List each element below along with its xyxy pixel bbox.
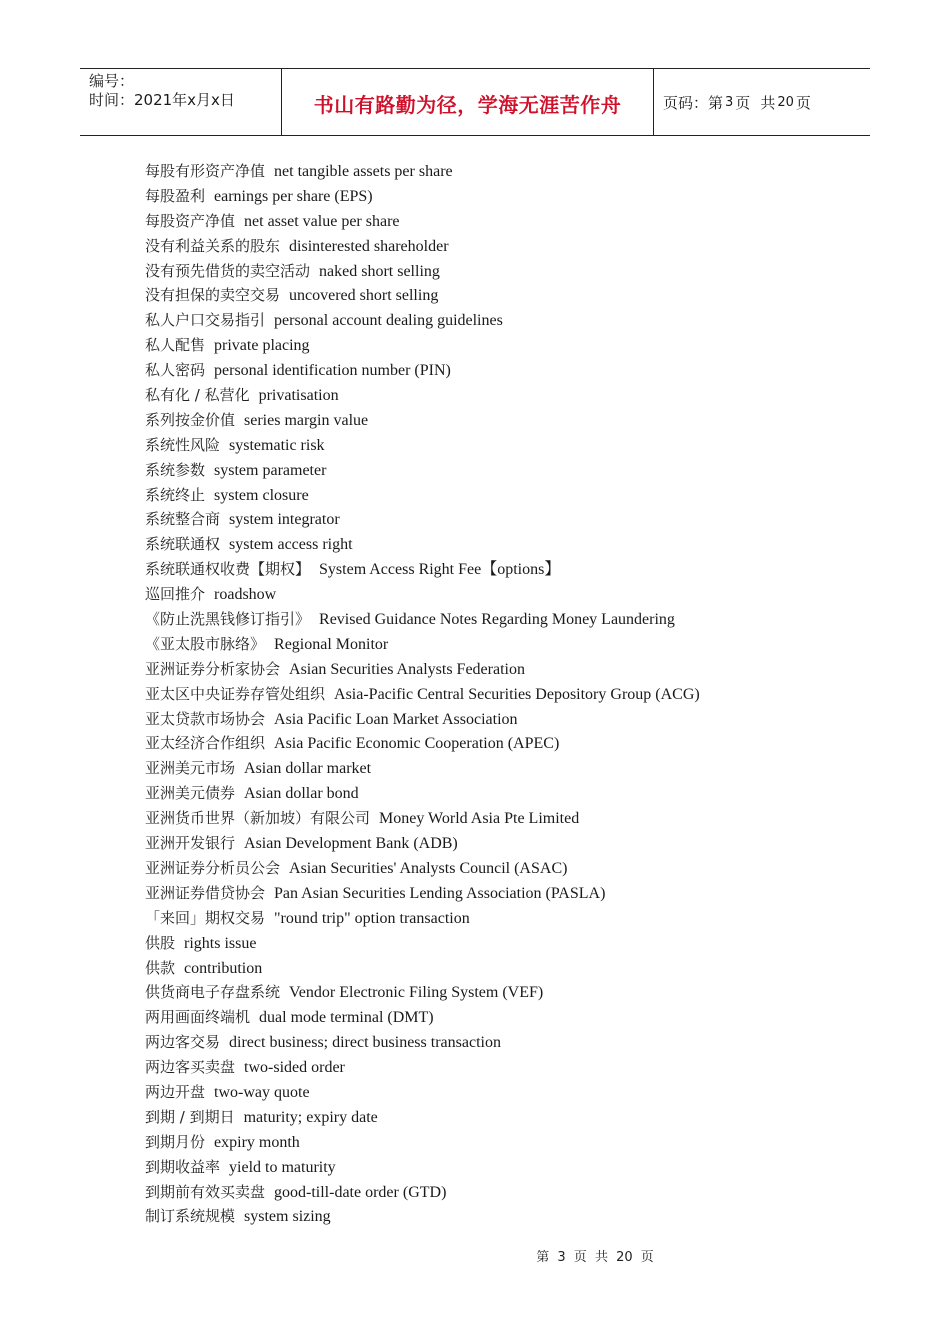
term-english: net asset value per share bbox=[244, 212, 400, 230]
glossary-entry bbox=[145, 532, 700, 557]
term-chinese: 到期月份 bbox=[145, 1132, 206, 1151]
glossary-entry bbox=[145, 781, 700, 806]
glossary-entry bbox=[145, 259, 700, 284]
term-english: Asia Pacific Loan Market Association bbox=[274, 710, 518, 728]
term-chinese: 私人密码 bbox=[145, 361, 206, 380]
glossary-entry bbox=[145, 483, 700, 508]
term-chinese: 每股资产净值 bbox=[145, 211, 236, 230]
term-english: naked short selling bbox=[319, 262, 440, 280]
term-english: privatisation bbox=[258, 387, 339, 405]
term-english: system access right bbox=[229, 536, 353, 554]
term-english: earnings per share (EPS) bbox=[214, 187, 373, 205]
page-header bbox=[80, 68, 870, 136]
term-chinese: 亚洲证券分析家协会 bbox=[145, 659, 281, 678]
term-english: Asia Pacific Economic Cooperation (APEC) bbox=[274, 735, 560, 753]
term-english: Pan Asian Securities Lending Association (PASLA) bbox=[274, 884, 606, 902]
term-chinese: 系统联通权 bbox=[145, 535, 221, 554]
term-english: Asian dollar bond bbox=[244, 785, 359, 803]
term-english: system integrator bbox=[229, 511, 340, 529]
glossary-entry bbox=[145, 632, 700, 657]
glossary-entry bbox=[145, 1080, 700, 1105]
term-chinese: 制订系统规模 bbox=[145, 1207, 236, 1226]
term-chinese: 亚洲证券分析员公会 bbox=[145, 858, 281, 877]
term-english: Asian Securities' Analysts Council (ASAC) bbox=[289, 859, 568, 877]
glossary-entry bbox=[145, 582, 700, 607]
glossary-entry bbox=[145, 956, 700, 981]
term-chinese: 私人户口交易指引 bbox=[145, 311, 266, 330]
glossary-entry bbox=[145, 234, 700, 259]
glossary-entry bbox=[145, 1105, 700, 1130]
term-chinese: 两边客买卖盘 bbox=[145, 1058, 236, 1077]
term-english: maturity; expiry date bbox=[243, 1108, 378, 1126]
term-english: system closure bbox=[214, 486, 309, 504]
term-english: personal identification number (PIN) bbox=[214, 362, 451, 380]
glossary-entry bbox=[145, 806, 700, 831]
term-chinese: 亚太区中央证券存管处组织 bbox=[145, 684, 326, 703]
glossary-entry bbox=[145, 283, 700, 308]
term-english: good-till-date order (GTD) bbox=[274, 1183, 447, 1201]
term-chinese: 《防止洗黑钱修订指引》 bbox=[145, 610, 311, 629]
footer-total: 20 bbox=[616, 1250, 633, 1265]
term-english: rights issue bbox=[184, 934, 257, 952]
term-chinese: 亚太贷款市场协会 bbox=[145, 709, 266, 728]
term-chinese: 亚洲货币世界（新加坡）有限公司 bbox=[145, 809, 371, 828]
page-total: 20 bbox=[777, 94, 794, 110]
glossary-entry bbox=[145, 557, 700, 582]
glossary-entry bbox=[145, 607, 700, 632]
term-english: private placing bbox=[214, 337, 310, 355]
term-chinese: 每股有形资产净值 bbox=[145, 162, 266, 180]
term-english: Vendor Electronic Filing System (VEF) bbox=[289, 984, 544, 1002]
term-english: personal account dealing guidelines bbox=[274, 312, 503, 330]
term-chinese: 亚洲开发银行 bbox=[145, 834, 236, 853]
term-english: uncovered short selling bbox=[289, 287, 439, 305]
term-english: Asian Securities Analysts Federation bbox=[289, 660, 525, 678]
glossary-entry bbox=[145, 159, 700, 184]
page-footer bbox=[0, 1246, 950, 1265]
glossary-entry bbox=[145, 906, 700, 931]
term-english: net tangible assets per share bbox=[274, 163, 453, 180]
footer-mid: 页 bbox=[573, 1250, 587, 1265]
glossary-entry bbox=[145, 707, 700, 732]
term-chinese: 私人配售 bbox=[145, 336, 206, 355]
term-english: System Access Right Fee【options】 bbox=[319, 561, 561, 579]
glossary-entry bbox=[145, 980, 700, 1005]
doc-date-label: 时间：2021年x月x日 bbox=[89, 91, 235, 109]
glossary-entry bbox=[145, 831, 700, 856]
term-chinese: 供款 bbox=[145, 958, 176, 977]
glossary-entry bbox=[145, 756, 700, 781]
term-english: roadshow bbox=[214, 586, 277, 604]
term-chinese: 没有担保的卖空交易 bbox=[145, 286, 281, 305]
term-chinese: 到期收益率 bbox=[145, 1157, 221, 1176]
term-english: series margin value bbox=[244, 411, 369, 429]
term-chinese: 没有利益关系的股东 bbox=[145, 236, 281, 255]
term-chinese: 亚洲美元市场 bbox=[145, 759, 236, 778]
term-chinese: 两边开盘 bbox=[145, 1082, 206, 1101]
header-page-indicator bbox=[654, 69, 870, 135]
term-english: systematic risk bbox=[229, 436, 325, 454]
term-chinese: 两边客交易 bbox=[145, 1033, 221, 1052]
term-chinese: 「来回」期权交易 bbox=[145, 908, 266, 927]
term-english: Money World Asia Pte Limited bbox=[379, 810, 580, 828]
glossary-entry bbox=[145, 931, 700, 956]
page-prefix: 页码：第 bbox=[663, 93, 724, 112]
glossary-entry bbox=[145, 1005, 700, 1030]
term-english: expiry month bbox=[214, 1133, 300, 1151]
term-english: yield to maturity bbox=[229, 1158, 336, 1176]
glossary-entry bbox=[145, 1030, 700, 1055]
term-chinese: 系统终止 bbox=[145, 485, 206, 504]
term-english: Asian dollar market bbox=[244, 760, 372, 778]
footer-suffix: 页 bbox=[640, 1250, 654, 1265]
glossary-entry bbox=[145, 881, 700, 906]
glossary-list bbox=[145, 159, 700, 1229]
term-english: "round trip" option transaction bbox=[274, 909, 470, 927]
term-chinese: 系列按金价值 bbox=[145, 410, 236, 429]
glossary-entry bbox=[145, 383, 700, 408]
term-chinese: 系统性风险 bbox=[145, 435, 221, 454]
term-chinese: 亚太经济合作组织 bbox=[145, 734, 266, 753]
term-english: contribution bbox=[184, 959, 263, 977]
glossary-entry bbox=[145, 433, 700, 458]
term-english: direct business; direct business transaction bbox=[229, 1034, 501, 1052]
page-current: 3 bbox=[725, 94, 734, 110]
term-english: Asia-Pacific Central Securities Depository Group (ACG) bbox=[334, 685, 700, 703]
glossary-entry bbox=[145, 333, 700, 358]
term-english: dual mode terminal (DMT) bbox=[259, 1009, 434, 1027]
term-chinese: 每股盈利 bbox=[145, 186, 206, 205]
term-chinese: 供股 bbox=[145, 933, 176, 952]
glossary-entry bbox=[145, 1130, 700, 1155]
glossary-entry bbox=[145, 408, 700, 433]
term-chinese: 《亚太股市脉络》 bbox=[145, 634, 266, 653]
footer-total-prefix: 共 bbox=[594, 1250, 608, 1265]
term-chinese: 系统联通权收费【期权】 bbox=[145, 560, 311, 579]
glossary-entry bbox=[145, 731, 700, 756]
page-suffix: 页 bbox=[795, 93, 811, 112]
term-english: two-way quote bbox=[214, 1083, 310, 1101]
glossary-entry bbox=[145, 1155, 700, 1180]
term-english: Asian Development Bank (ADB) bbox=[244, 835, 458, 853]
term-chinese: 系统参数 bbox=[145, 460, 206, 479]
term-english: system parameter bbox=[214, 461, 327, 479]
term-chinese: 私有化 / 私营化 bbox=[145, 386, 250, 405]
glossary-entry bbox=[145, 1055, 700, 1080]
footer-current: 3 bbox=[557, 1250, 566, 1265]
glossary-entry bbox=[145, 1204, 700, 1229]
term-english: disinterested shareholder bbox=[289, 237, 449, 255]
doc-number-label: 编号： bbox=[89, 72, 135, 90]
glossary-entry bbox=[145, 358, 700, 383]
term-chinese: 巡回推介 bbox=[145, 585, 206, 604]
term-english: Regional Monitor bbox=[274, 635, 389, 653]
glossary-entry bbox=[145, 184, 700, 209]
term-chinese: 系统整合商 bbox=[145, 510, 221, 529]
glossary-entry bbox=[145, 856, 700, 881]
term-chinese: 没有预先借货的卖空活动 bbox=[145, 261, 311, 280]
glossary-entry bbox=[145, 507, 700, 532]
term-chinese: 供货商电子存盘系统 bbox=[145, 983, 281, 1002]
page-mid: 页 bbox=[735, 93, 751, 112]
glossary-entry bbox=[145, 308, 700, 333]
term-chinese: 到期前有效买卖盘 bbox=[145, 1182, 266, 1201]
term-chinese: 亚洲证券借贷协会 bbox=[145, 883, 266, 902]
term-english: Revised Guidance Notes Regarding Money Laundering bbox=[319, 611, 675, 629]
footer-prefix: 第 bbox=[536, 1250, 550, 1265]
glossary-entry bbox=[145, 458, 700, 483]
term-english: system sizing bbox=[244, 1208, 331, 1226]
glossary-entry bbox=[145, 1180, 700, 1205]
header-meta-cell bbox=[80, 69, 281, 135]
page-total-prefix: 共 bbox=[760, 93, 776, 112]
term-chinese: 两用画面终端机 bbox=[145, 1008, 251, 1027]
term-chinese: 亚洲美元债券 bbox=[145, 784, 236, 803]
glossary-entry bbox=[145, 682, 700, 707]
term-english: two-sided order bbox=[244, 1059, 345, 1077]
term-chinese: 到期 / 到期日 bbox=[145, 1107, 235, 1126]
glossary-entry bbox=[145, 657, 700, 682]
header-motto: 书山有路勤为径，学海无涯苦作舟 bbox=[281, 69, 654, 135]
glossary-entry bbox=[145, 209, 700, 234]
